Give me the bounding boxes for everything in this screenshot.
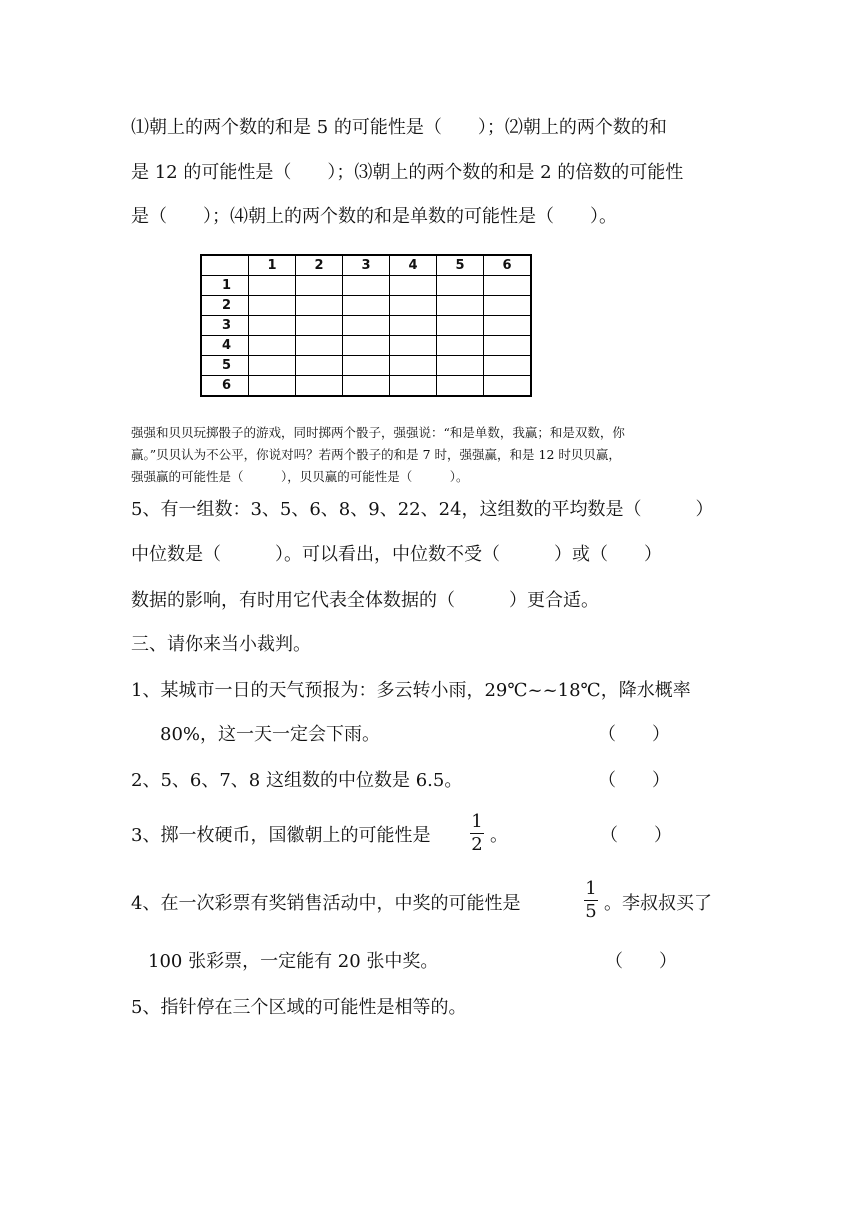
table-cell <box>484 356 532 376</box>
table-row <box>201 376 531 397</box>
table-cell <box>343 316 390 336</box>
table-cell <box>484 276 532 296</box>
table-cell <box>437 316 484 336</box>
table-cell <box>437 376 484 397</box>
fraction-numerator: 1 <box>471 811 483 832</box>
table-cell <box>296 336 343 356</box>
table-cell <box>484 336 532 356</box>
section3-title: 三、请你来当小裁判。 <box>131 634 311 655</box>
problem4-line2: 是 12 的可能性是（ ）；⑶朝上的两个数的和是 2 的倍数的可能性 <box>131 162 684 183</box>
judge-q1-line1: 1、某城市一日的天气预报为：多云转小雨，29℃~~18℃，降水概率 <box>131 680 691 701</box>
table-cell <box>484 376 532 397</box>
fraction-denominator: 2 <box>471 834 483 855</box>
table-cell <box>249 356 296 376</box>
judge-q1-answer: （ ） <box>598 724 670 745</box>
table-cell <box>296 276 343 296</box>
table-header-cell: 1 <box>249 255 296 276</box>
table-cell <box>390 316 437 336</box>
problem5-line1: 5、有一组数：3、5、6、8、9、22、24，这组数的平均数是（ ） <box>131 499 714 520</box>
judge-q5: 5、指针停在三个区域的可能性是相等的。 <box>131 997 467 1018</box>
table-cell <box>390 276 437 296</box>
table-header-cell: 6 <box>484 255 532 276</box>
table-cell <box>296 376 343 397</box>
table-header-cell: 4 <box>390 255 437 276</box>
table-header-cell: 3 <box>343 255 390 276</box>
table-cell <box>343 376 390 397</box>
table-cell <box>296 296 343 316</box>
table-row-label: 1 <box>201 276 249 296</box>
judge-q2: 2、5、6、7、8 这组数的中位数是 6.5。 <box>131 770 463 791</box>
judge-q3-answer: （ ） <box>600 825 672 846</box>
table-cell <box>437 336 484 356</box>
fraction-numerator: 1 <box>585 878 597 899</box>
table-cell <box>249 376 296 397</box>
dice-sum-table <box>200 254 532 397</box>
judge-q4-answer: （ ） <box>605 951 677 972</box>
problem5-line2: 中位数是（ ）。可以看出，中位数不受（ ）或（ ） <box>131 544 662 565</box>
fraction-denominator: 5 <box>585 901 597 922</box>
table-cell <box>437 296 484 316</box>
table-row-label: 5 <box>201 356 249 376</box>
table-cell <box>249 276 296 296</box>
table-cell <box>437 276 484 296</box>
table-row-label: 4 <box>201 336 249 356</box>
judge-q2-answer: （ ） <box>598 770 670 791</box>
table-corner-cell <box>201 255 249 276</box>
table-cell <box>249 296 296 316</box>
table-row <box>201 276 531 296</box>
table-row <box>201 296 531 316</box>
dice-game-line1: 强强和贝贝玩掷骰子的游戏，同时掷两个骰子，强强说：“和是单数，我赢；和是双数，你 <box>131 425 625 440</box>
table-cell <box>296 316 343 336</box>
table-cell <box>437 356 484 376</box>
judge-q3-end: 。 <box>490 825 508 846</box>
judge-q4-text: 4、在一次彩票有奖销售活动中，中奖的可能性是 <box>131 893 521 914</box>
table-cell <box>343 296 390 316</box>
problem5-line3: 数据的影响，有时用它代表全体数据的（ ）更合适。 <box>131 590 599 611</box>
problem4-line1: ⑴朝上的两个数的和是 5 的可能性是（ ）；⑵朝上的两个数的和 <box>131 117 667 138</box>
problem4-line3: 是（ ）；⑷朝上的两个数的和是单数的可能性是（ ）。 <box>131 206 617 227</box>
judge-q1-line2: 80%，这一天一定会下雨。 <box>160 724 381 745</box>
table-row <box>201 356 531 376</box>
table-cell <box>390 356 437 376</box>
table-cell <box>296 356 343 376</box>
dice-game-line3: 强强赢的可能性是（ ），贝贝赢的可能性是（ ）。 <box>131 469 469 484</box>
judge-q4-fraction <box>583 878 599 923</box>
table-cell <box>249 336 296 356</box>
table-row-label: 3 <box>201 316 249 336</box>
judge-q4-line2: 100 张彩票，一定能有 20 张中奖。 <box>148 951 439 972</box>
table-header-cell: 5 <box>437 255 484 276</box>
table-row <box>201 336 531 356</box>
table-cell <box>484 296 532 316</box>
table-cell <box>343 276 390 296</box>
table-row-label: 2 <box>201 296 249 316</box>
judge-q3-text: 3、掷一枚硬币，国徽朝上的可能性是 <box>131 825 431 846</box>
table-cell <box>484 316 532 336</box>
table-header-row <box>201 255 531 276</box>
table-row <box>201 316 531 336</box>
table-cell <box>249 316 296 336</box>
judge-q3-fraction <box>469 811 485 856</box>
table-cell <box>343 356 390 376</box>
judge-q4-end: 。李叔叔买了 <box>604 893 712 914</box>
table-cell <box>390 336 437 356</box>
table-cell <box>390 296 437 316</box>
table-cell <box>343 336 390 356</box>
table-header-cell: 2 <box>296 255 343 276</box>
table-cell <box>390 376 437 397</box>
dice-game-line2: 赢。”贝贝认为不公平，你说对吗？若两个骰子的和是 7 时，强强赢，和是 12 时贝贝赢， <box>131 447 621 462</box>
table-row-label: 6 <box>201 376 249 397</box>
